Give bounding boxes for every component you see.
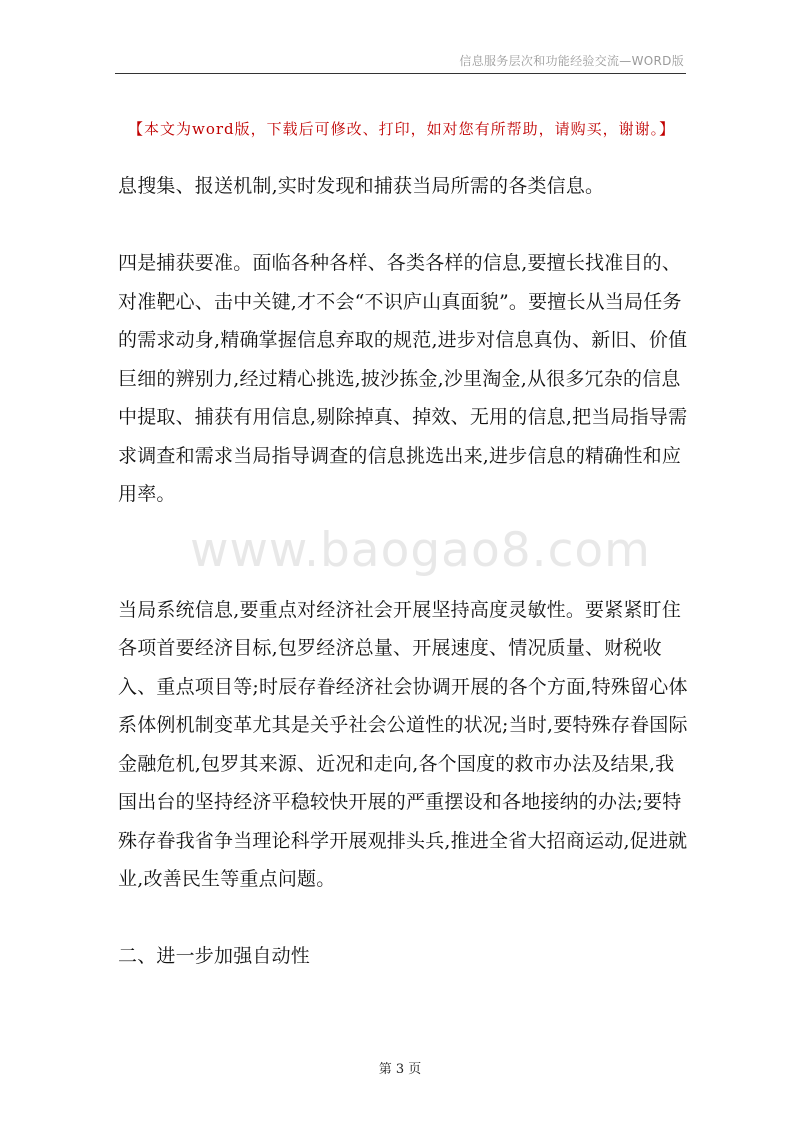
paragraph-1: 息搜集、报送机制,实时发现和捕获当局所需的各类信息。 bbox=[118, 175, 605, 197]
page-header-title: 信息服务层次和功能经验交流—WORD版 bbox=[459, 54, 684, 68]
watermark: www.baogao8.com bbox=[190, 523, 651, 578]
paragraph-gap bbox=[118, 206, 688, 245]
header-divider bbox=[115, 73, 686, 74]
download-notice: 【本文为word版，下载后可修改、打印，如对您有所帮助，请购买，谢谢。】 bbox=[128, 120, 676, 138]
section-heading: 二、进一步加强自动性 bbox=[118, 945, 311, 967]
paragraph-2: 四是捕获要准。面临各种各样、各类各样的信息,要擅长找准目的、对准靶心、击中关键,才不会“不识庐山真面貌”。要擅长从当局任务的需求动身,精确掌握信息弃取的规范,进步对信息真伪、新旧、价值巨细的辨别力,经过精心挑选,披沙拣金,沙里淘金,从很多冗杂的信息中提取、捕获有用信息,剔除掉真、掉效、无用的信息,把当局指导需求调查和需求当局指导调查的信息挑选出来,进步信息的精确性和应用率。 bbox=[118, 252, 688, 505]
paragraph-gap bbox=[118, 899, 688, 938]
paragraph-3: 当局系统信息,要重点对经济社会开展坚持高度灵敏性。要紧紧盯住各项首要经济目标,包罗经济总量、开展速度、情况质量、财税收入、重点项目等;时辰存眷经济社会协调开展的各个方面,特殊留心体系体例机制变革尤其是关乎社会公道性的状况;当时,要特殊存眷国际金融危机,包罗其来源、近况和走向,各个国度的救市办法及结果,我国出台的坚持经济平稳较快开展的严重摆设和各地接纳的办法;要特殊存眷我省争当理论科学开展观排头兵,推进全省大招商运动,促进就业,改善民生等重点问题。 bbox=[118, 598, 688, 890]
page-number: 第 3 页 bbox=[378, 1062, 422, 1077]
